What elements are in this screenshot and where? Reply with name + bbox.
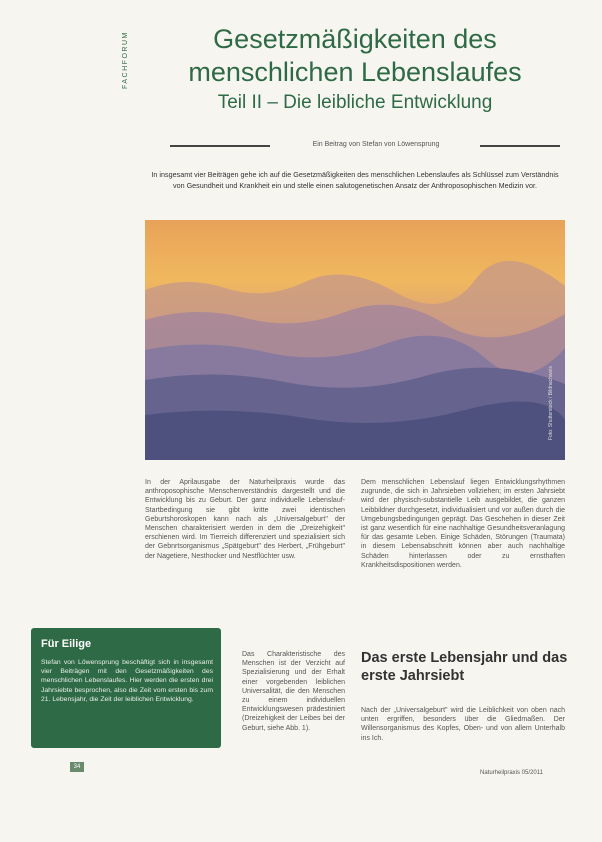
image-credit: Foto: Shutterstock / Bildnachweis	[548, 366, 554, 440]
footer-publication: Naturheilpraxis 05/2011	[480, 770, 543, 776]
article-title-line2: menschlichen Lebenslaufes	[188, 57, 522, 87]
byline: Ein Beitrag von Stefan von Löwensprung	[312, 141, 440, 148]
body-column-1-continued: Das Charakteristische des Menschen ist der Verzicht auf Spezialisierung und der Erhalt einer vorgebenden leiblichen Universalität, die den Menschen zu einem individuellen Entwicklungswesen prädestiniert (Dreizehigkeit der Leibes bei der Geburt, siehe Abb. 1).	[242, 651, 345, 732]
byline-row	[170, 141, 560, 151]
section-label: FACHFORUM	[122, 31, 129, 89]
byline-rule-left	[170, 145, 270, 147]
summary-box-heading: Für Eilige	[41, 638, 92, 650]
summary-box-text: Stefan von Löwensprung beschäftigt sich in insgesamt vier Beiträgen mit den Gesetzmäßigkeiten des menschlichen Lebenslaufes. Hier werden die ersten drei Jahrsiebte besprochen, also die Zeit vom ersten bis zum 21. Lebensjahr, die Zeit der leiblichen Entwicklung.	[41, 659, 213, 703]
article-title-line1: Gesetzmäßigkeiten des	[213, 24, 497, 54]
body-column-1: In der Aprilausgabe der Naturheilpraxis wurde das anthroposophische Menschenverständnis dargestellt und die Entwicklung bis zu Geburt. Der ganz individuelle Lebenslauf-Startbedingung sie gibt kritte zwei identischen Geburtshoroskopen kann nach als „Universalgeburt" der Menschen charakterisiert werden in dem die „Dreizehigkeit" erschienen wird. Im Tierreich differenziert und spezialisiert sich der Gebnrtsorganismus „Spätgeburt" des Herbert, „Frühgeburt" der Nagetiere, Nesthocker und Nestflüchter usw.	[145, 479, 345, 560]
page-number: 34	[70, 762, 84, 772]
mountain-sunset-image	[145, 220, 565, 460]
section-heading: Das erste Lebensjahr und das erste Jahrsiebt	[361, 650, 568, 684]
article-subtitle: Teil II – Die leibliche Entwicklung	[217, 92, 493, 113]
body-column-2: Dem menschlichen Lebenslauf liegen Entwicklungsrhythmen zugrunde, die sich in Jahrsieben vollziehen; im ersten Jahrsiebt wird der physisch-substantielle Leib ausgebildet, die ganzen Leibbildner durchgesetzt, individualisiert und vor außen durch die Umgebungsbedingungen geprägt. Das Geschehen in dieser Zeit ist ganz wesentlich für eine nachhaltige Gesundheitsveranlagung für das gesamte Leben. Einige Schäden, Störungen (Traumata) in diesem Lebensabschnitt können aber auch nachhaltige Schäden hinterlassen oder zu ernsthaften Krankheitsdispositionen werden.	[361, 479, 565, 569]
body-column-2-continued: Nach der „Universalgeburt" wird die Leiblichkeit von oben nach unten ergriffen, besonders über die Gliedmaßen. Der Willensorganismus des Kopfes, Oben- und von allem Unterhalb ins Ich.	[361, 707, 565, 742]
intro-paragraph: In insgesamt vier Beiträgen gehe ich auf die Gesetzmäßigkeiten des menschlichen Lebenslaufes als Schlüssel zum Verständnis von Gesundheit und Krankheit ein und stelle einen salutogenetischen Ansatz der Anthroposophischen Medizin vor.	[151, 170, 559, 190]
byline-rule-right	[480, 145, 560, 147]
summary-box	[31, 628, 221, 748]
